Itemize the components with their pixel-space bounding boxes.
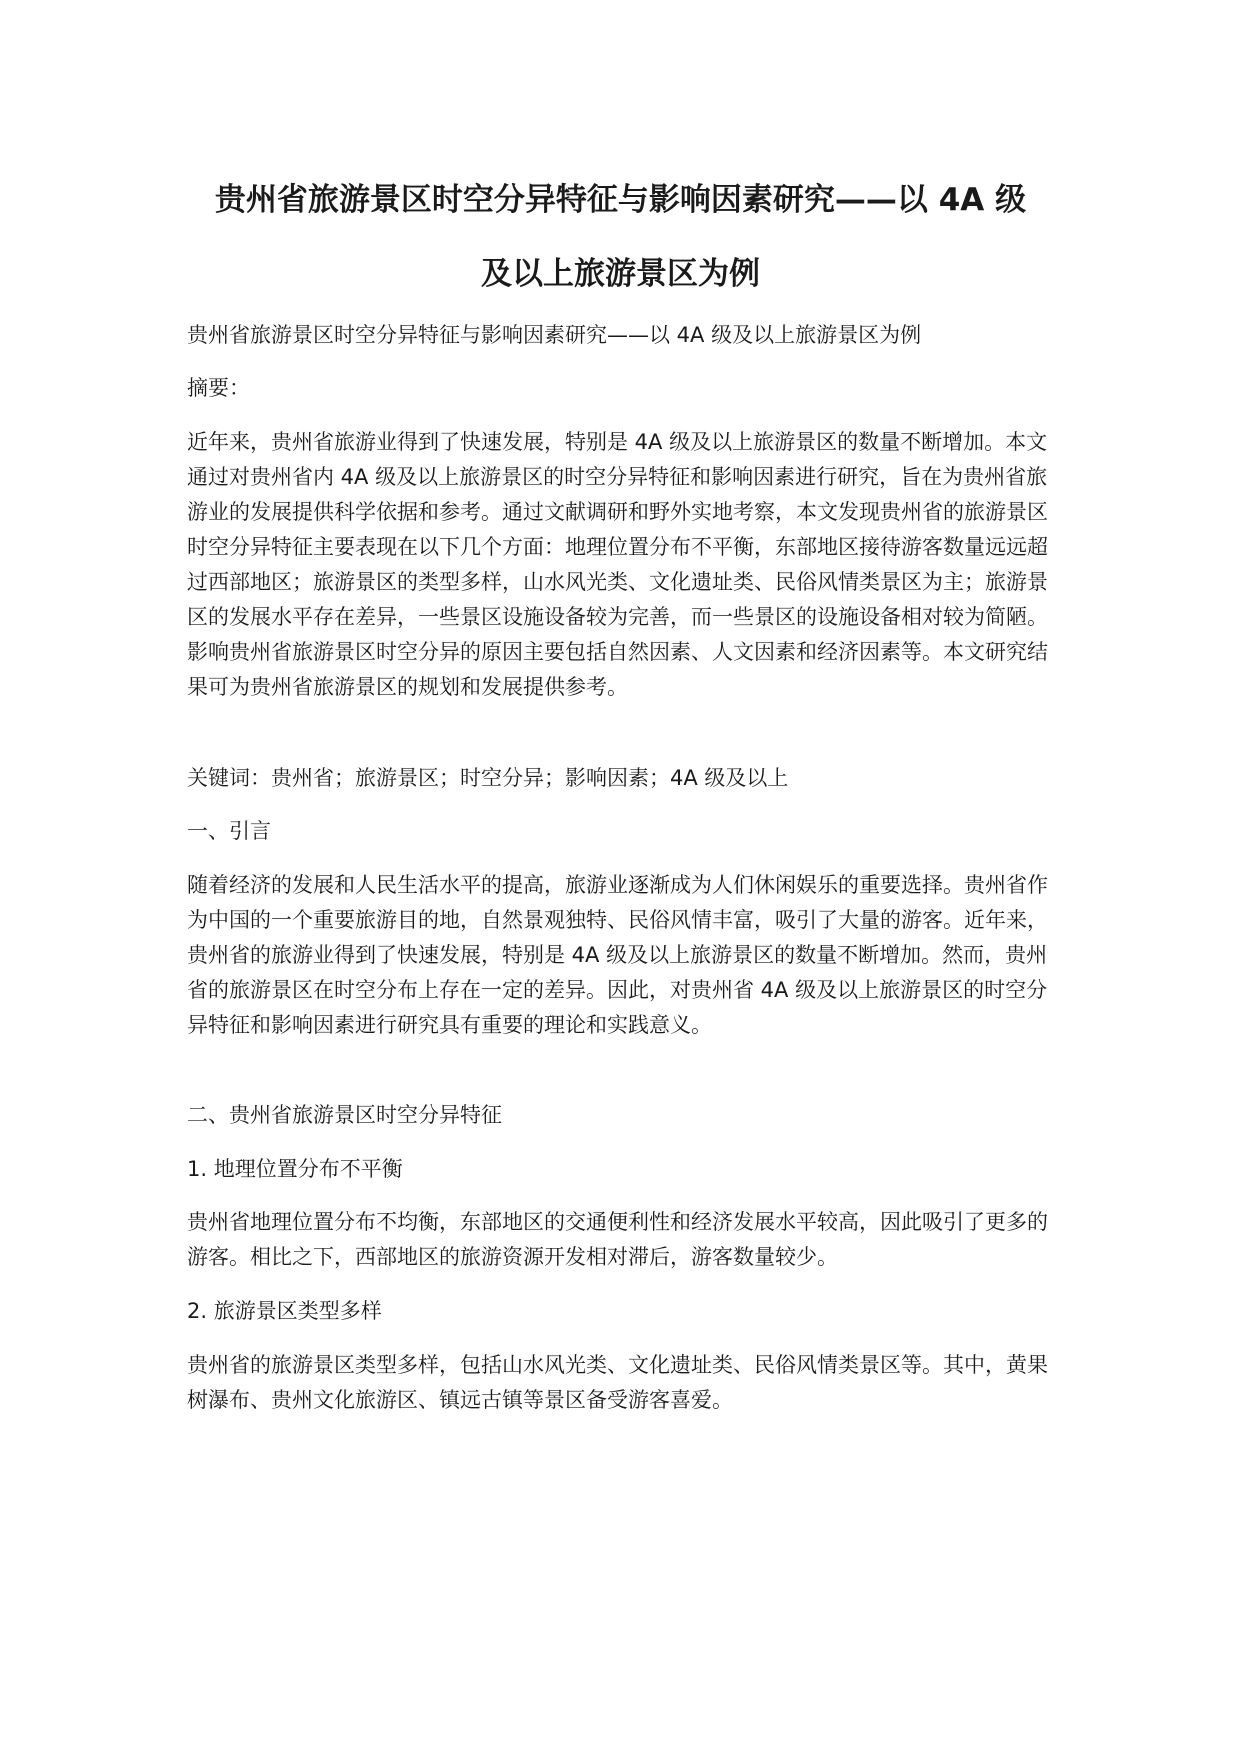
- section-2-heading: 二、贵州省旅游景区时空分异特征: [187, 1103, 502, 1127]
- abstract-body: 近年来，贵州省旅游业得到了快速发展，特别是 4A 级及以上旅游景区的数量不断增加。本文通过对贵州省内 4A 级及以上旅游景区的时空分异特征和影响因素进行研究，旨在为贵州省旅游业的发展提供科学依据和参考。通过文献调研和野外实地考察，本文发现贵州省的旅游景区时空分异特征主要表现在以下几个方面：地理位置分布不平衡，东部地区接待游客数量远远超过西部地区；旅游景区的类型多样，山水风光类、文化遗址类、民俗风情类景区为主；旅游景区的发展水平存在差异，一些景区设施设备较为完善，而一些景区的设施设备相对较为简陋。影响贵州省旅游景区时空分异的原因主要包括自然因素、人文因素和经济因素等。本文研究结果可为贵州省旅游景区的规划和发展提供参考。: [187, 430, 1048, 699]
- subsection-2-body: 贵州省的旅游景区类型多样，包括山水风光类、文化遗址类、民俗风情类景区等。其中，黄果树瀑布、贵州文化旅游区、镇远古镇等景区备受游客喜爱。: [187, 1353, 1048, 1412]
- keywords: 关键词：贵州省；旅游景区；时空分异；影响因素；4A 级及以上: [187, 766, 789, 790]
- abstract-label: 摘要：: [187, 376, 250, 400]
- section-1-heading: 一、引言: [187, 819, 271, 843]
- document-title-line-2: 及以上旅游景区为例: [481, 256, 760, 292]
- section-1-body: 随着经济的发展和人民生活水平的提高，旅游业逐渐成为人们休闲娱乐的重要选择。贵州省作为中国的一个重要旅游目的地，自然景观独特、民俗风情丰富，吸引了大量的游客。近年来，贵州省的旅游业得到了快速发展，特别是 4A 级及以上旅游景区的数量不断增加。然而，贵州省的旅游景区在时空分布上存在一定的差异。因此，对贵州省 4A 级及以上旅游景区的时空分异特征和影响因素进行研究具有重要的理论和实践意义。: [187, 873, 1048, 1037]
- document-title-line-1: 贵州省旅游景区时空分异特征与影响因素研究——以 4A 级: [214, 182, 1027, 218]
- subsection-2-heading: 2. 旅游景区类型多样: [187, 1299, 382, 1323]
- subsection-1-body: 贵州省地理位置分布不均衡，东部地区的交通便利性和经济发展水平较高，因此吸引了更多的游客。相比之下，西部地区的旅游资源开发相对滞后，游客数量较少。: [187, 1210, 1048, 1269]
- subsection-1-heading: 1. 地理位置分布不平衡: [187, 1157, 403, 1181]
- document-subtitle: 贵州省旅游景区时空分异特征与影响因素研究——以 4A 级及以上旅游景区为例: [187, 323, 922, 347]
